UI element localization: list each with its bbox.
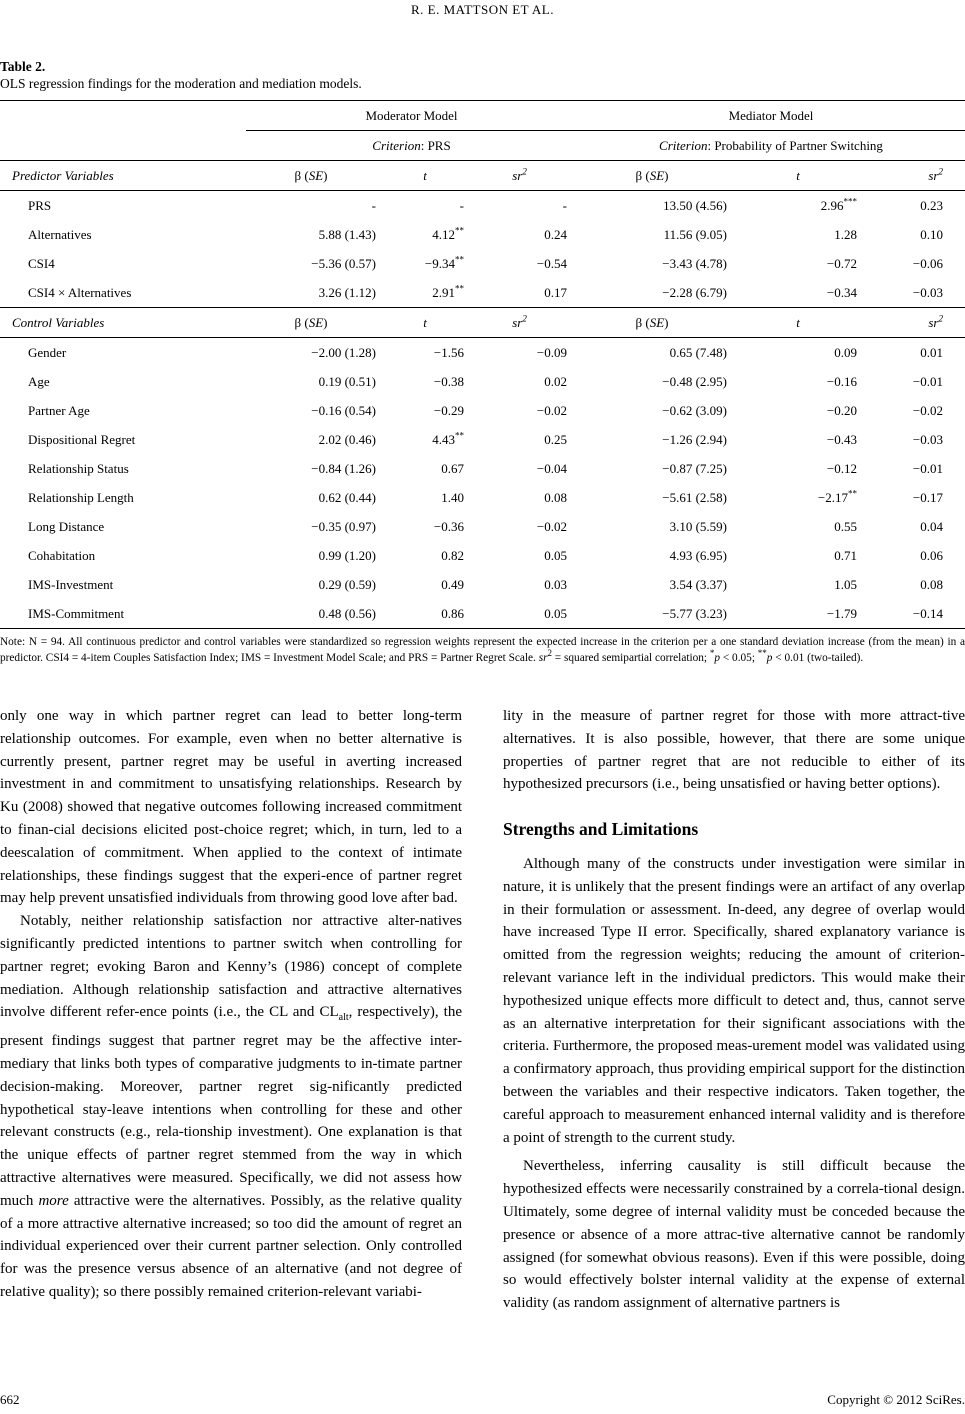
sr-header: $sr^2$ xyxy=(875,308,965,338)
paragraph: only one way in which partner regret can lead to better long-term relationship outcomes. For example, even when no better alternative is currently present, partner regret may be useful in averting increased investment in and commitment to unsatisfying relationships. Research by Ku (2008) showed that negative outcomes following increased commitment to finan-cial decisions elicited post-choice regret; which, in turn, led to a deescalation of commitment. When applied to the context of intimate relationships, these findings suggest that the experi-ence of partner regret may help prevent unsatisfied individuals from throwing good love after bad. xyxy=(0,708,462,907)
variable-name: IMS-Commitment xyxy=(0,599,246,629)
t-value: 1.40 xyxy=(441,489,464,505)
sr2-value: 0.02 xyxy=(544,373,567,389)
paragraph: lity in the measure of partner regret for those with more attract-tive alternatives. It is also possible, however, that there are some unique properties of partner regret that are not reducible to either of its hypothesized precursors (i.e., being unsatisfied or having better options). xyxy=(503,708,965,793)
t-value: 0.86 xyxy=(386,599,472,629)
paragraph: Nevertheless, inferring causality is still difficult because the hypothesized effects were necessarily constrained by a correla-tional design. Ultimately, some degree of internal validity must be conceded because the presence or absence of a more attrac-tive alternative cannot be randomly assigned (for somewhat obvious reasons). Even if this were possible, doing so would effectively bolster internal validity at the expense of external validity (as random assignment of alternative partners is xyxy=(503,1158,965,1312)
beta-header: β (SE) xyxy=(246,161,386,191)
table-row xyxy=(0,512,965,541)
t-value: −0.29 xyxy=(433,402,464,418)
sr2-value: −0.02 xyxy=(536,402,567,418)
sr2-value: 0.05 xyxy=(472,599,577,629)
sr2-value: 0.08 xyxy=(544,489,567,505)
beta-value: 5.88 (1.43) xyxy=(318,226,376,242)
beta-value: 13.50 (4.56) xyxy=(663,197,727,213)
beta-value: 2.02 (0.46) xyxy=(318,431,376,447)
table-row xyxy=(0,570,965,599)
beta-value: −1.26 (2.94) xyxy=(662,431,727,447)
table-row xyxy=(0,599,965,629)
variable-name: Relationship Status xyxy=(28,460,129,476)
sr2-value: −0.06 xyxy=(912,255,943,271)
sr2-value: −0.01 xyxy=(912,373,943,389)
sr2-value: 0.08 xyxy=(920,576,943,592)
sr2-value: 0.25 xyxy=(544,431,567,447)
paragraph: Although many of the constructs under investigation were similar in nature, it is unlikely that the present findings were an artifact of any overlap in their formulation or assessment. In-deed, any degree of overlap would have increased Type II error. Specifically, shared explanatory variance is omitted from the regression weights; reducing the amount of criterion-relevant variance left in the individual predictors. This would make their hypothesized unique effects more difficult to detect and, thus, cannot serve as an alternative interpretation for their significant associations with the criteria. Furthermore, the proposed meas-urement model was validated using a confirmatory approach, thus providing empirical support for the distinction between the variables and their respective indicators. Taken together, the careful approach to measurement enhanced internal validity and is therefore a point of strength to the current study. xyxy=(503,855,965,1146)
sr2-value: 0.03 xyxy=(544,576,567,592)
variable-name: Partner Age xyxy=(28,402,90,418)
t-value: 4.12** xyxy=(432,225,464,242)
t-value: −0.72 xyxy=(826,255,857,271)
beta-value: 0.19 (0.51) xyxy=(318,373,376,389)
sr2-value: −0.02 xyxy=(536,518,567,534)
beta-value: 0.65 (7.48) xyxy=(669,344,727,360)
control-header-row xyxy=(0,308,965,338)
variable-name: Relationship Length xyxy=(28,489,134,505)
variable-name: IMS-Investment xyxy=(28,576,114,592)
beta-value: −5.61 (2.58) xyxy=(662,489,727,505)
t-header: t xyxy=(739,161,875,191)
regression-table xyxy=(0,100,965,629)
sr2-value: −0.02 xyxy=(912,402,943,418)
table-row xyxy=(0,367,965,396)
t-value: 0.82 xyxy=(441,547,464,563)
t-value: 1.05 xyxy=(834,576,857,592)
beta-value: 11.56 (9.05) xyxy=(663,226,727,242)
beta-value: 3.26 (1.12) xyxy=(318,284,376,300)
sr2-value: −0.17 xyxy=(912,489,943,505)
sr2-value: −0.09 xyxy=(536,344,567,360)
predictor-variables-header: Predictor Variables xyxy=(0,161,246,191)
paragraph: Notably, neither relationship satisfaction nor attractive alter-natives significantly predicted intentions to partner switch when controlling for partner regret; evoking Baron and Kenny’s (1986) concept of complete mediation. Although relationship satisfaction and attractive alternatives involve different refer-ence points (i.e., the CL and $CL_{alt}$, respectively), the present findings suggest that partner regret may be the affective inter-mediary that links both types of comparative judgments to in-timate partner decision-making. Moreover, partner regret sig-nificantly predicted hypothetical stay-leave intentions when controlling for these and other relevant constructs (e.g., rela-tionship investment). One explanation is that the unique effects of partner regret stemmed from the way in which attractive alternatives were measured. Specifically, we did not assess how much more attractive were the alternatives. Possibly, as the relative quality of a more attractive alternative increased; so too did the amount of regret an individual experienced over their current partner selection. Only controlled for was the presence versus absence of an alternative (and not degree of relative quality); so there possibly remained criterion-relevant variabi- xyxy=(0,913,463,1300)
section-heading: Strengths and Limitations xyxy=(503,819,699,840)
t-value: 1.28 xyxy=(834,226,857,242)
copyright: Copyright © 2012 SciRes. xyxy=(827,1392,965,1407)
t-value: −0.16 xyxy=(826,373,857,389)
t-value: 0.55 xyxy=(834,518,857,534)
beta-value: 0.29 (0.59) xyxy=(318,576,376,592)
beta-value: −3.43 (4.78) xyxy=(662,255,727,271)
beta-value: −0.35 (0.97) xyxy=(311,518,376,534)
control-variables-header: Control Variables xyxy=(0,308,246,338)
variable-name: Age xyxy=(28,373,50,389)
table-row xyxy=(0,454,965,483)
t-value: 2.91** xyxy=(432,283,464,300)
beta-value: 4.93 (6.95) xyxy=(669,547,727,563)
t-value: - xyxy=(459,197,464,213)
left-column xyxy=(0,705,462,1304)
table-caption xyxy=(0,58,362,92)
beta-value: −0.62 (3.09) xyxy=(662,402,727,418)
table-row xyxy=(0,396,965,425)
table-row xyxy=(0,425,965,454)
sr2-value: 0.06 xyxy=(920,547,943,563)
t-value: −1.79 xyxy=(739,599,875,629)
t-value: 0.49 xyxy=(441,576,464,592)
variable-name: Gender xyxy=(28,344,67,360)
sr-header: $sr^2$ xyxy=(875,161,965,191)
sr2-value: 0.23 xyxy=(920,197,943,213)
mediator-model-header: Mediator Model xyxy=(577,101,965,131)
t-value: −0.36 xyxy=(433,518,464,534)
table-title: OLS regression findings for the moderation and mediation models. xyxy=(0,76,362,91)
sr2-value: 0.04 xyxy=(920,518,943,534)
sr2-value: −0.01 xyxy=(912,460,943,476)
beta-value: - xyxy=(371,197,376,213)
beta-value: 3.54 (3.37) xyxy=(669,576,727,592)
variable-name: Long Distance xyxy=(28,518,105,534)
sr2-value: 0.01 xyxy=(920,344,943,360)
t-value: −0.43 xyxy=(826,431,857,447)
table-note: Note: N = 94. All continuous predictor and control variables were standardized so regression weights represent the expected increase in the criterion per a one standard deviation increase (from the mean) in a predictor. CSI4 = 4-item Couples Satisfaction Index; IMS = Investment Model Scale; and PRS = Partner Regret Scale. $sr^2$ = squared semipartial correlation; *p < 0.05; **p < 0.01 (two-tailed). xyxy=(0,636,965,664)
table-row xyxy=(0,483,965,512)
moderator-criterion: Criterion: PRS xyxy=(372,137,451,153)
beta-value: −0.87 (7.25) xyxy=(662,460,727,476)
beta-header: β (SE) xyxy=(577,308,739,338)
t-value: 2.96*** xyxy=(820,196,857,213)
model-header-row xyxy=(0,101,965,131)
t-value: −0.12 xyxy=(826,460,857,476)
beta-value: 0.62 (0.44) xyxy=(318,489,376,505)
page-number: 662 xyxy=(0,1392,20,1407)
sr-header: $sr^2$ xyxy=(472,308,577,338)
variable-name: CSI4 × Alternatives xyxy=(28,284,132,300)
sr2-value: 0.05 xyxy=(544,547,567,563)
beta-value: −2.00 (1.28) xyxy=(311,344,376,360)
beta-header: β (SE) xyxy=(246,308,386,338)
beta-value: −0.84 (1.26) xyxy=(311,460,376,476)
table-row xyxy=(0,191,965,221)
criterion-row xyxy=(0,131,965,161)
t-header: t xyxy=(386,308,472,338)
table-row xyxy=(0,249,965,278)
variable-name: Cohabitation xyxy=(28,547,96,563)
sr2-value: −0.04 xyxy=(536,460,567,476)
beta-value: −5.77 (3.23) xyxy=(577,599,739,629)
table-row xyxy=(0,220,965,249)
variable-name: PRS xyxy=(28,197,52,213)
moderator-model-header: Moderator Model xyxy=(246,101,577,131)
predictor-header-row xyxy=(0,161,965,191)
t-value: −1.56 xyxy=(433,344,464,360)
t-value: 0.71 xyxy=(834,547,857,563)
beta-value: 0.99 (1.20) xyxy=(318,547,376,563)
t-value: 0.09 xyxy=(834,344,857,360)
sr2-value: 0.10 xyxy=(920,226,943,242)
t-value: 0.67 xyxy=(441,460,464,476)
t-value: −9.34** xyxy=(424,254,464,271)
sr-header: $sr^2$ xyxy=(472,161,577,191)
sr2-value: −0.03 xyxy=(912,431,943,447)
t-header: t xyxy=(739,308,875,338)
beta-value: −5.36 (0.57) xyxy=(311,255,376,271)
variable-name: Dispositional Regret xyxy=(28,431,136,447)
running-head: R. E. MATTSON ET AL. xyxy=(410,2,554,17)
t-header: t xyxy=(386,161,472,191)
t-value: −0.38 xyxy=(433,373,464,389)
mediator-criterion: Criterion: Probability of Partner Switching xyxy=(659,137,883,153)
t-value: −0.34 xyxy=(826,284,857,300)
beta-value: −0.16 (0.54) xyxy=(311,402,376,418)
variable-name: CSI4 xyxy=(28,255,55,271)
beta-value: 3.10 (5.59) xyxy=(669,518,727,534)
right-column xyxy=(503,705,965,1315)
sr2-value: 0.24 xyxy=(544,226,567,242)
sr2-value: - xyxy=(562,197,567,213)
sr2-value: −0.03 xyxy=(912,284,943,300)
sr2-value: −0.14 xyxy=(875,599,965,629)
table-row xyxy=(0,541,965,570)
table-number: Table 2. xyxy=(0,59,46,74)
table-row xyxy=(0,338,965,368)
table-row xyxy=(0,278,965,308)
beta-value: −0.48 (2.95) xyxy=(662,373,727,389)
variable-name: Alternatives xyxy=(28,226,92,242)
sr2-value: −0.54 xyxy=(536,255,567,271)
beta-header: β (SE) xyxy=(577,161,739,191)
beta-value: −2.28 (6.79) xyxy=(662,284,727,300)
t-value: 4.43** xyxy=(432,430,464,447)
beta-value: 0.48 (0.56) xyxy=(246,599,386,629)
t-value: −0.20 xyxy=(826,402,857,418)
sr2-value: 0.17 xyxy=(544,284,567,300)
t-value: −2.17** xyxy=(817,488,857,505)
